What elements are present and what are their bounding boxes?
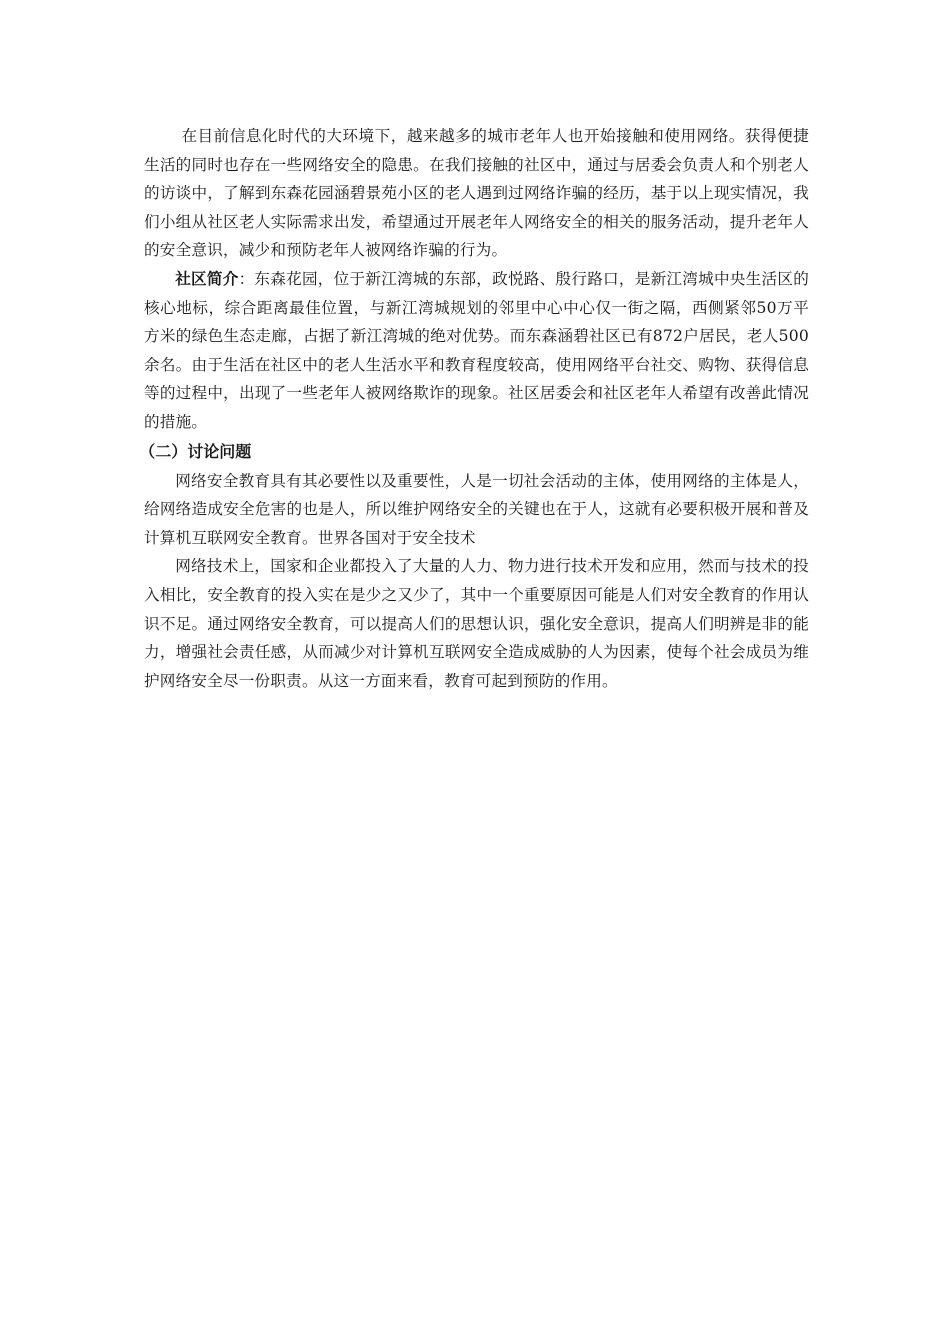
community-intro-text: ：东森花园，位于新江湾城的东部，政悦路、殷行路口，是新江湾城中央生活区的核心地标，综合距离最佳位置，与新江湾城规划的邻里中心中心仅一街之隔，西侧紧邻50万平方米的绿色生态走廊，占据了新江湾城的绝对优势。而东森涵碧社区已有872户居民，老人500余名。由于生活在社区中的老人生活水平和教育程度较高，使用网络平台社交、购物、获得信息等的过程中，出现了一些老年人被网络欺诈的现象。社区居委会和社区老年人希望有改善此情况的措施。 <box>144 269 809 431</box>
document-page <box>139 122 809 695</box>
discussion-paragraph-1: 网络安全教育具有其必要性以及重要性，人是一切社会活动的主体，使用网络的主体是人，给网络造成安全危害的也是人，所以维护网络安全的关键也在于人，这就有必要积极开展和普及计算机互联网安全教育。世界各国对于安全技术 <box>144 471 809 547</box>
discussion-paragraph-2: 网络技术上，国家和企业都投入了大量的人力、物力进行技术开发和应用，然而与技术的投入相比，安全教育的投入实在是少之又少了，其中一个重要原因可能是人们对安全教育的作用认识不足。通过网络安全教育，可以提高人们的思想认识，强化安全意识，提高人们明辨是非的能力，增强社会责任感，从而减少对计算机互联网安全造成威胁的人为因素，使每个社会成员为维护网络安全尽一份职责。从这一方面来看，教育可起到预防的作用。 <box>144 557 809 690</box>
community-intro-label: 社区简介 <box>175 269 239 288</box>
intro-paragraph: 在目前信息化时代的大环境下，越来越多的城市老年人也开始接触和使用网络。获得便捷生活的同时也存在一些网络安全的隐患。在我们接触的社区中，通过与居委会负责人和个别老人的访谈中，了解到东森花园涵碧景苑小区的老人遇到过网络诈骗的经历，基于以上现实情况，我们小组从社区老人实际需求出发，希望通过开展老年人网络安全的相关的服务活动，提升老年人的安全意识，减少和预防老年人被网络诈骗的行为。 <box>144 127 809 260</box>
community-intro-paragraph <box>144 265 809 437</box>
section-heading-discussion: （二）讨论问题 <box>139 441 252 461</box>
